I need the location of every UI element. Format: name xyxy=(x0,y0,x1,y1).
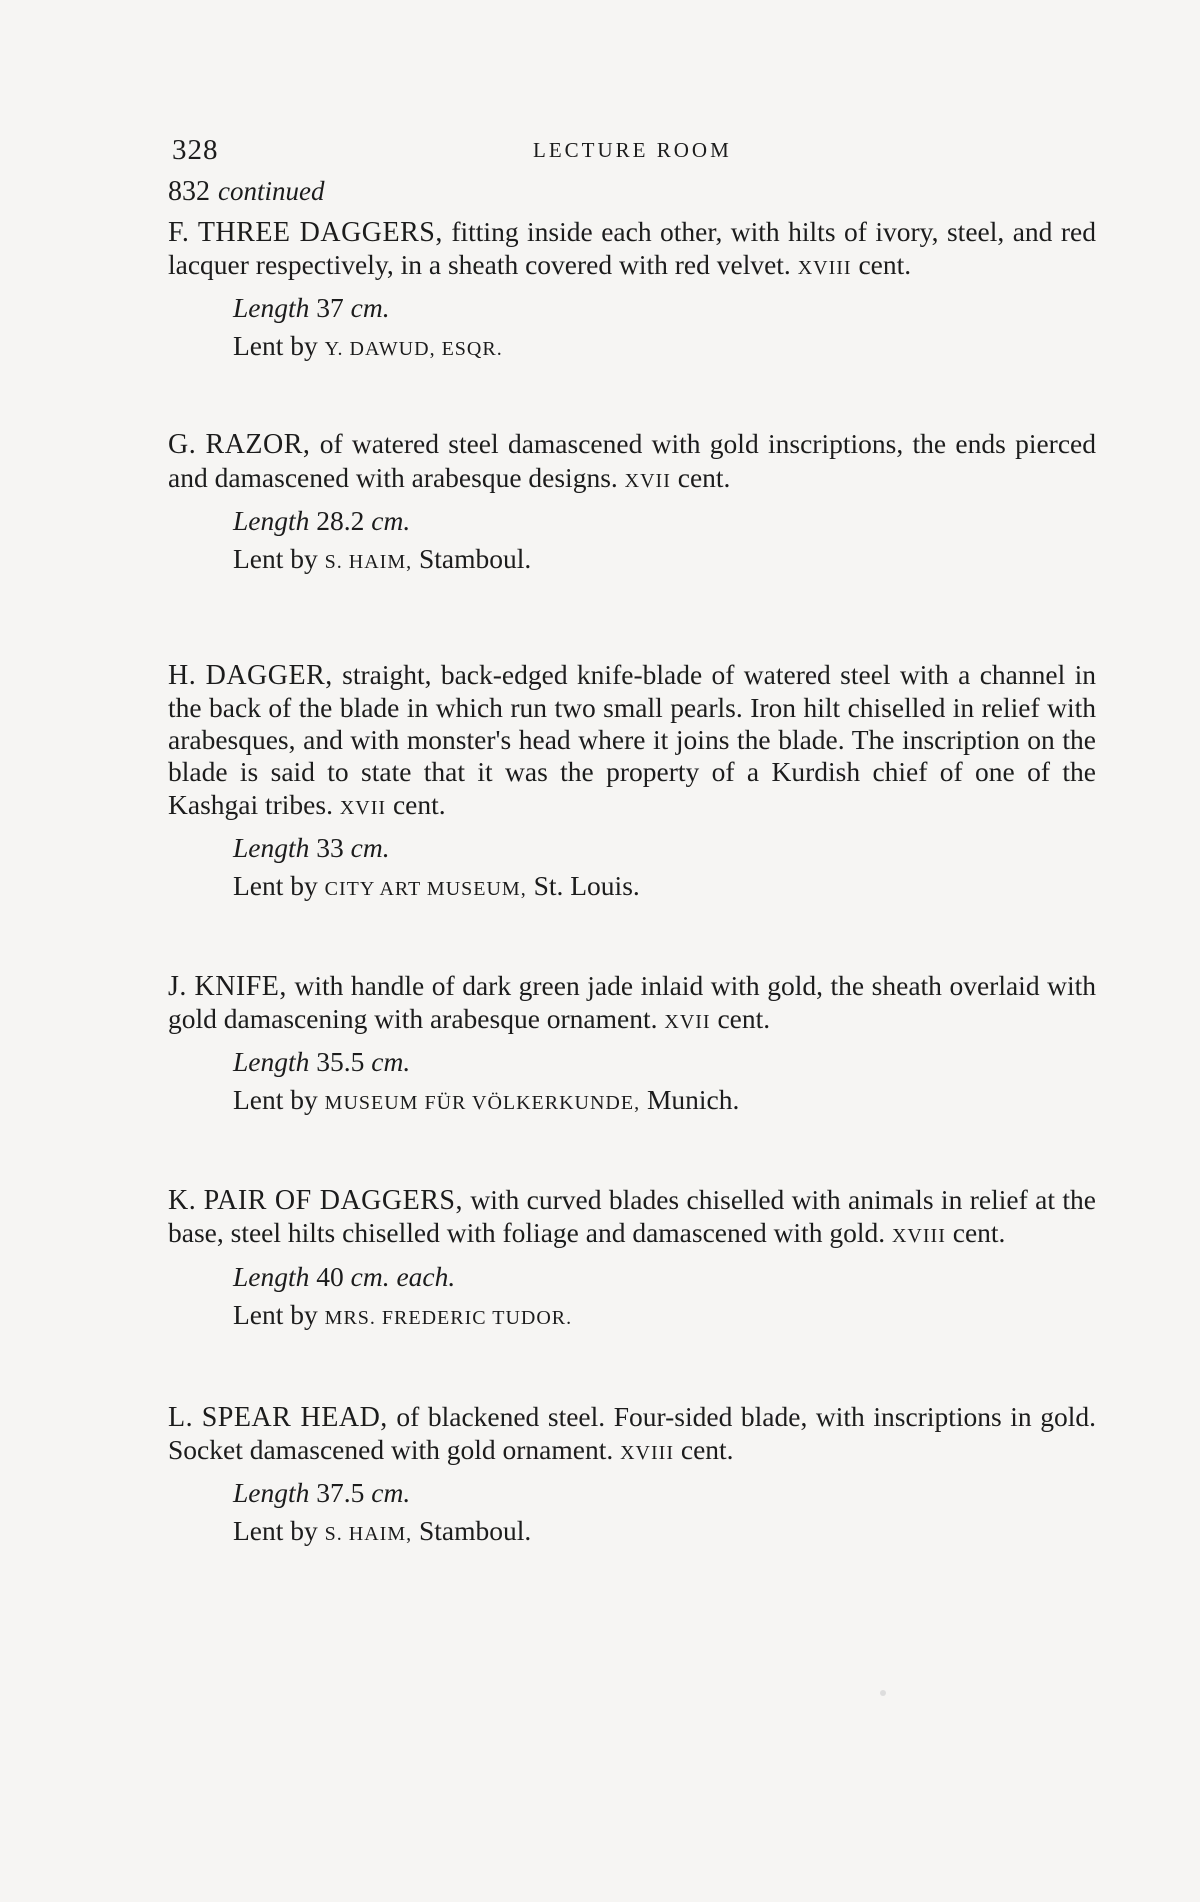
entry-text: with handle of dark green jade inlaid with gold, the sheath overlaid with gold damascening with arabesque ornament. xyxy=(168,969,1097,1035)
entry-length: Length 33 cm. xyxy=(233,831,390,863)
entry-letter: J. xyxy=(168,970,187,1002)
entry-length: Length 40 cm. each. xyxy=(233,1260,456,1292)
paper-speck xyxy=(880,1690,886,1696)
entry-century-suffix: cent. xyxy=(710,1003,771,1035)
page-header xyxy=(168,130,1096,170)
catalogue-entry-k xyxy=(168,1184,1096,1336)
entry-description xyxy=(168,659,1096,824)
running-head: LECTURE ROOM xyxy=(533,138,732,162)
catalogue-number: 832 xyxy=(168,176,210,207)
entry-title: RAZOR, xyxy=(205,429,311,461)
entry-text: with curved blades chiselled with animals in relief at the base, steel hilts chiselled with foliage and damascened with gold. xyxy=(168,1184,1096,1249)
continued-label: continued xyxy=(218,176,325,206)
catalogue-entry-f xyxy=(168,216,1096,368)
catalogue-page xyxy=(168,130,1096,1553)
entry-lender: Lent by S. HAIM, Stamboul. xyxy=(233,542,532,574)
entry-details xyxy=(233,829,1096,908)
entry-lender: Lent by CITY ART MUSEUM, St. Louis. xyxy=(233,869,640,901)
entry-details xyxy=(233,1043,1096,1122)
entry-lender: Lent by MUSEUM FÜR VÖLKERKUNDE, Munich. xyxy=(233,1084,740,1116)
entry-description xyxy=(168,428,1096,496)
entry-description xyxy=(168,970,1096,1038)
entry-length: Length 28.2 cm. xyxy=(233,504,411,536)
entry-length: Length 37 cm. xyxy=(233,292,390,324)
entry-letter: L. xyxy=(168,1401,194,1433)
entry-description xyxy=(168,1401,1096,1469)
entry-title: DAGGER, xyxy=(205,659,333,691)
entry-title: KNIFE, xyxy=(194,970,287,1002)
entry-description xyxy=(168,216,1096,284)
entry-title: THREE DAGGERS, xyxy=(197,217,443,248)
catalogue-entry-h xyxy=(168,659,1096,908)
entry-century: XVII xyxy=(339,796,387,819)
entry-title: PAIR OF DAGGERS, xyxy=(203,1185,463,1217)
entry-length: Length 37.5 cm. xyxy=(233,1477,411,1509)
entry-title: SPEAR HEAD, xyxy=(201,1401,388,1433)
entry-details xyxy=(233,289,1096,368)
entry-century-suffix: cent. xyxy=(851,249,912,281)
entry-century-suffix: cent. xyxy=(673,1433,734,1465)
page-number: 328 xyxy=(172,134,219,166)
entry-century-suffix: cent. xyxy=(386,788,446,820)
entry-text: fitting inside each other, with hilts of ivory, steel, and red lacquer respectively, in a sheath covered with red velvet. xyxy=(168,216,1097,281)
continuation-heading xyxy=(168,176,1096,212)
entry-length: Length 35.5 cm. xyxy=(233,1046,411,1078)
entry-century: XVII xyxy=(624,469,671,492)
entry-century-suffix: cent. xyxy=(670,461,731,493)
entry-letter: K. xyxy=(168,1185,197,1217)
entry-text: straight, back-edged knife-blade of watered steel with a channel in the back of the blade in which run two small pearls. Iron hilt chiselled in relief with arabesques, and with monster's head where it joins the blade. The inscription on the blade is said to state that it was the property of a Kurdish chief of one of the Kashgai tribes. xyxy=(168,658,1096,820)
entry-details xyxy=(233,1258,1096,1337)
entry-description xyxy=(168,1184,1096,1252)
entry-text: of watered steel damascened with gold inscriptions, the ends pierced and damascened with arabesque designs. xyxy=(168,428,1096,493)
entry-details xyxy=(233,1474,1096,1553)
entry-century: XVIII xyxy=(620,1441,674,1464)
catalogue-entry-g xyxy=(168,428,1096,580)
entry-letter: G. xyxy=(168,429,197,461)
entry-letter: F. xyxy=(168,217,190,248)
entry-details xyxy=(233,502,1096,581)
entry-century: XVII xyxy=(664,1011,711,1034)
entry-century: XVIII xyxy=(891,1225,946,1248)
entry-century: XVIII xyxy=(797,257,852,280)
entry-text: of blackened steel. Four-sided blade, with inscriptions in gold. Socket damascened with gold ornament. xyxy=(168,1400,1096,1465)
entry-lender: Lent by S. HAIM, Stamboul. xyxy=(233,1515,532,1547)
catalogue-entry-l xyxy=(168,1401,1096,1553)
entry-letter: H. xyxy=(168,659,197,691)
entry-century-suffix: cent. xyxy=(945,1217,1006,1249)
entry-lender: Lent by MRS. FREDERIC TUDOR. xyxy=(233,1298,573,1330)
entry-lender: Lent by Y. DAWUD, ESQR. xyxy=(233,330,503,362)
catalogue-entry-j xyxy=(168,970,1096,1122)
